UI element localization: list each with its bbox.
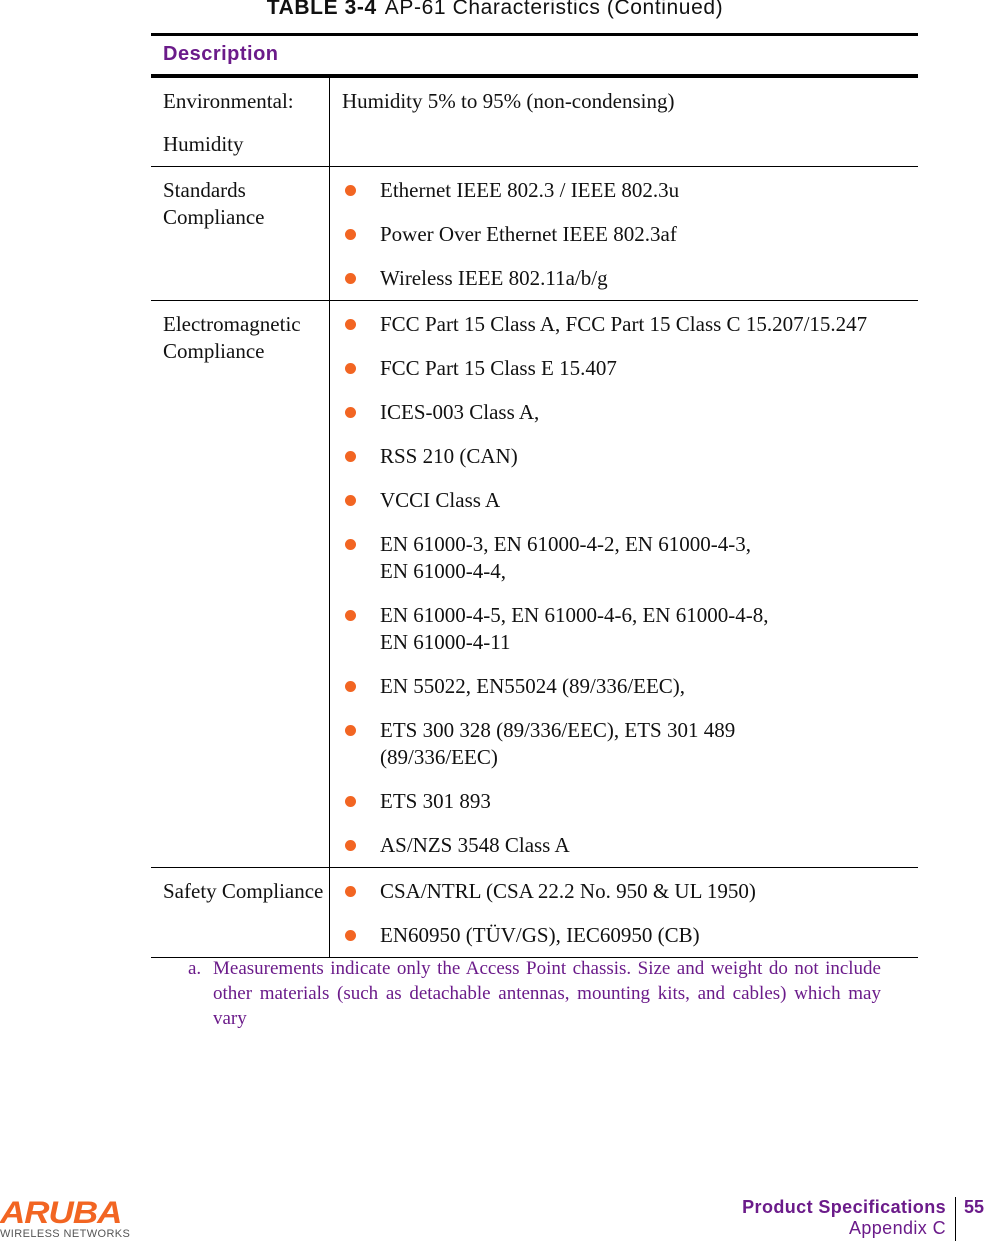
row-label: Standards Compliance <box>163 178 265 229</box>
row-label-cell <box>151 868 330 957</box>
row-value-cell <box>330 78 918 166</box>
row-label: Electromagnetic Compliance <box>163 312 301 363</box>
row-value-cell <box>330 868 918 957</box>
bullet-list <box>342 177 912 292</box>
header-description: Description <box>163 43 279 65</box>
bullet-list <box>342 878 912 949</box>
list-item: EN60950 (TÜV/GS), IEC60950 (CB) <box>342 922 912 949</box>
row-label: Humidity <box>163 132 244 156</box>
table-caption <box>0 0 990 20</box>
footnote-marker: a. <box>188 958 202 979</box>
table-row-standards <box>151 166 918 300</box>
list-item: CSA/NTRL (CSA 22.2 No. 950 & UL 1950) <box>342 878 912 905</box>
list-item: ICES-003 Class A, <box>342 399 912 426</box>
table-title: AP-61 Characteristics (Continued) <box>384 0 724 19</box>
row-label: Safety Compliance <box>163 879 324 903</box>
row-value-cell <box>330 301 918 867</box>
footnote-text: Measurements indicate only the Access Point chassis. Size and weight do not include other materials (such as detachable antennas, mounting kits, and cables) which may vary <box>213 958 881 1029</box>
table-header <box>151 36 918 77</box>
footer-section-title: Product Specifications <box>742 1197 946 1217</box>
list-item: VCCI Class A <box>342 487 912 514</box>
table-row-humidity <box>151 77 918 166</box>
footnote <box>188 956 881 1031</box>
logo-subtitle: WIRELESS NETWORKS <box>0 1228 131 1240</box>
bullet-list <box>342 311 912 859</box>
table-row-safety <box>151 867 918 957</box>
list-item: EN 61000-3, EN 61000-4-2, EN 61000-4-3, EN 61000-4-4, <box>342 531 912 585</box>
row-value-cell <box>330 167 918 300</box>
footer-section-info <box>742 1197 946 1239</box>
row-value: Humidity 5% to 95% (non-condensing) <box>342 89 675 113</box>
list-item: Power Over Ethernet IEEE 802.3af <box>342 221 912 248</box>
footer-divider <box>955 1197 956 1241</box>
table-row-electromagnetic <box>151 300 918 867</box>
list-item: ETS 300 328 (89/336/EEC), ETS 301 489 (89/336/EEC) <box>342 717 912 771</box>
footer-appendix: Appendix C <box>848 1218 946 1238</box>
aruba-logo <box>0 1195 150 1240</box>
row-label-cell <box>151 78 330 166</box>
list-item: RSS 210 (CAN) <box>342 443 912 470</box>
list-item: AS/NZS 3548 Class A <box>342 832 912 859</box>
list-item: EN 61000-4-5, EN 61000-4-6, EN 61000-4-8, EN 61000-4-11 <box>342 602 912 656</box>
spec-table <box>151 33 918 958</box>
list-item: FCC Part 15 Class E 15.407 <box>342 355 912 382</box>
table-number: TABLE 3-4 <box>266 0 377 19</box>
page-number: 55 <box>964 1197 985 1217</box>
row-label-cell <box>151 301 330 867</box>
logo-wordmark: ARUBA <box>0 1195 122 1231</box>
list-item: FCC Part 15 Class A, FCC Part 15 Class C 15.207/15.247 <box>342 311 912 338</box>
list-item: Wireless IEEE 802.11a/b/g <box>342 265 912 292</box>
list-item: EN 55022, EN55024 (89/336/EEC), <box>342 673 912 700</box>
list-item: ETS 301 893 <box>342 788 912 815</box>
row-label: Environmental: <box>163 89 294 113</box>
list-item: Ethernet IEEE 802.3 / IEEE 802.3u <box>342 177 912 204</box>
row-label-cell <box>151 167 330 300</box>
